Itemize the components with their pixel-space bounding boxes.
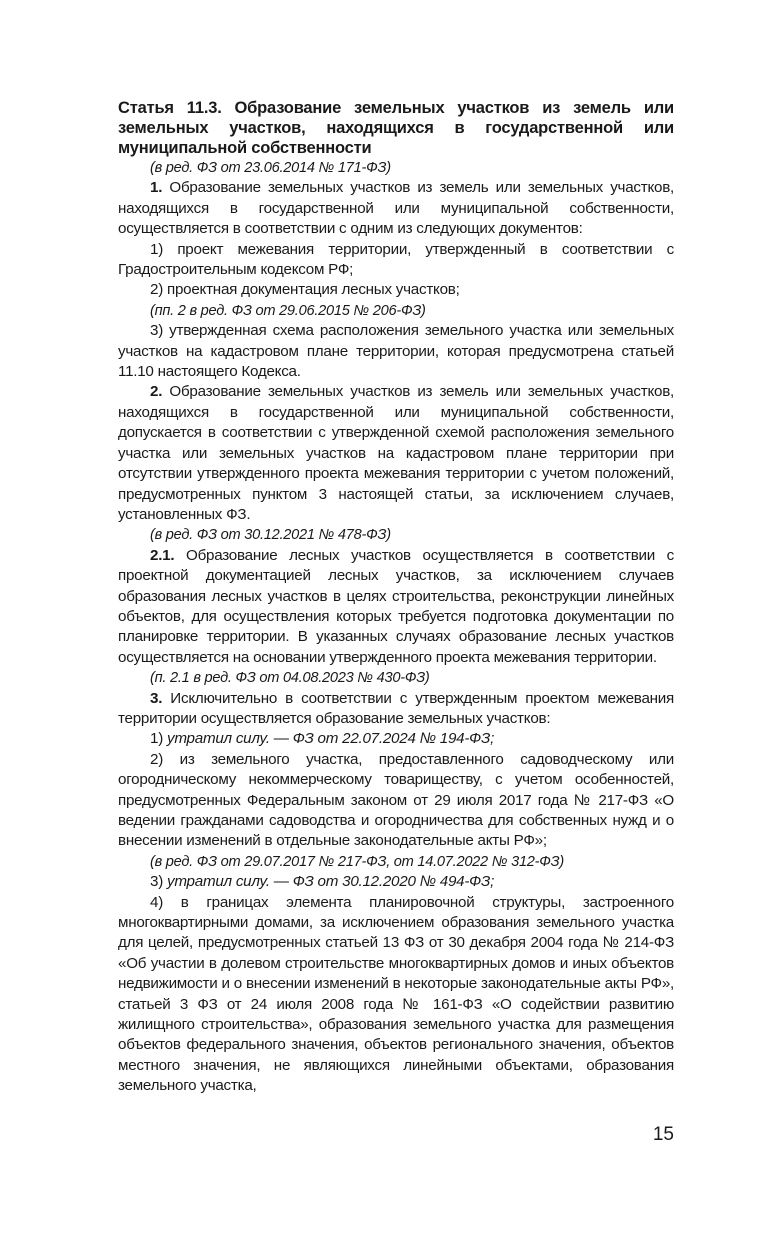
paragraph-text: Образование земельных участков из земель или земельных участков, находящихся в государственной или муниципальной собственности, осуществляется в соответствии с одним из следующих документов:: [118, 179, 674, 238]
article-title: Статья 11.3. Образование земельных участков из земель или земельных участков, находящихся в государственной или муниципальной собственности: [118, 99, 674, 157]
subparagraph-3-2: 2) из земельного участка, предоставленного садоводческому или огородническому некоммерческому товариществу, с учетом особенностей, предусмотренных Федеральным законом от 29 июля 2017 года № 217-ФЗ «О ведении гражданами садоводства и огородничества для собственных нужд и о внесении изменений в отдельные законодательные акты РФ»;: [118, 750, 674, 850]
paragraph-number: 2.: [150, 383, 163, 401]
subparagraph-number: 1): [150, 730, 167, 748]
paragraph-2: [118, 382, 674, 525]
paragraph-text: Образование земельных участков из земель или земельных участков, находящихся в государственной или муниципальной собственности, допускается в соответствии с утвержденной схемой расположения земельного участка или земельных участков на кадастровом плане территории при отсутствии утвержденного проекта межевания территории с учетом положений, предусмотренных пунктом 3 настоящей статьи, за исключением случаев, установленных ФЗ.: [118, 383, 674, 523]
amendment-note: (пп. 2 в ред. ФЗ от 29.06.2015 № 206-ФЗ): [150, 302, 426, 319]
subparagraph-3-3: [118, 872, 674, 892]
paragraph-3: [118, 689, 674, 730]
page-number: 15: [652, 1124, 674, 1145]
amendment-note: (в ред. ФЗ от 30.12.2021 № 478-ФЗ): [150, 527, 391, 544]
repealed-text: утратил силу. — ФЗ от 22.07.2024 № 194-ФЗ;: [166, 730, 495, 748]
paragraph-number: 3.: [150, 689, 163, 707]
paragraph-number: 2.1.: [150, 546, 175, 564]
repealed-text: утратил силу. — ФЗ от 30.12.2020 № 494-ФЗ;: [166, 873, 495, 891]
subparagraph-1-2: 2) проектная документация лесных участков;: [150, 281, 460, 299]
paragraph-number: 1.: [150, 179, 163, 197]
subparagraph-3-1: [118, 729, 674, 749]
amendment-note: (в ред. ФЗ от 29.07.2017 № 217-ФЗ, от 14.07.2022 № 312-ФЗ): [150, 853, 564, 870]
paragraph-2-1: [118, 546, 674, 668]
title-amendment-note: (в ред. ФЗ от 23.06.2014 № 171-ФЗ): [150, 160, 391, 176]
amendment-note: (п. 2.1 в ред. ФЗ от 04.08.2023 № 430-ФЗ): [150, 670, 430, 687]
paragraph-text: Образование лесных участков осуществляется в соответствии с проектной документацией лесных участков, за исключением случаев образования лесных участков в целях строительства, реконструкции линейных объектов, для осуществления которых требуется подготовка документации по планировке территории. В указанных случаях образование лесных участков осуществляется на основании утвержденного проекта межевания территории.: [118, 546, 674, 666]
subparagraph-3-4: 4) в границах элемента планировочной структуры, застроенного многоквартирными домами, за исключением образования земельного участка для целей, предусмотренных статьей 13 ФЗ от 30 декабря 2004 года № 214-ФЗ «Об участии в долевом строительстве многоквартирных домов и иных объектов недвижимости и о внесении изменений в некоторые законодательные акты РФ», статьей 3 ФЗ от 24 июля 2008 года № 161-ФЗ «О содействии развитию жилищного строительства», образования земельного участка для размещения объектов федерального значения, объектов регионального значения, объектов местного значения, не являющихся линейными объектами, образования земельного участка,: [118, 893, 674, 1095]
paragraph-text: Исключительно в соответствии с утвержденным проектом межевания территории осуществляется образование земельных участков:: [118, 689, 674, 727]
subparagraph-1-1: 1) проект межевания территории, утвержденный в соответствии с Градостроительным кодексом РФ;: [118, 240, 674, 279]
document-page: [118, 98, 674, 1097]
subparagraph-1-3: 3) утвержденная схема расположения земельного участка или земельных участков на кадастровом плане территории, которая предусмотрена статьей 11.10 настоящего Кодекса.: [118, 322, 674, 381]
subparagraph-number: 3): [150, 873, 167, 891]
paragraph-1: [118, 178, 674, 239]
